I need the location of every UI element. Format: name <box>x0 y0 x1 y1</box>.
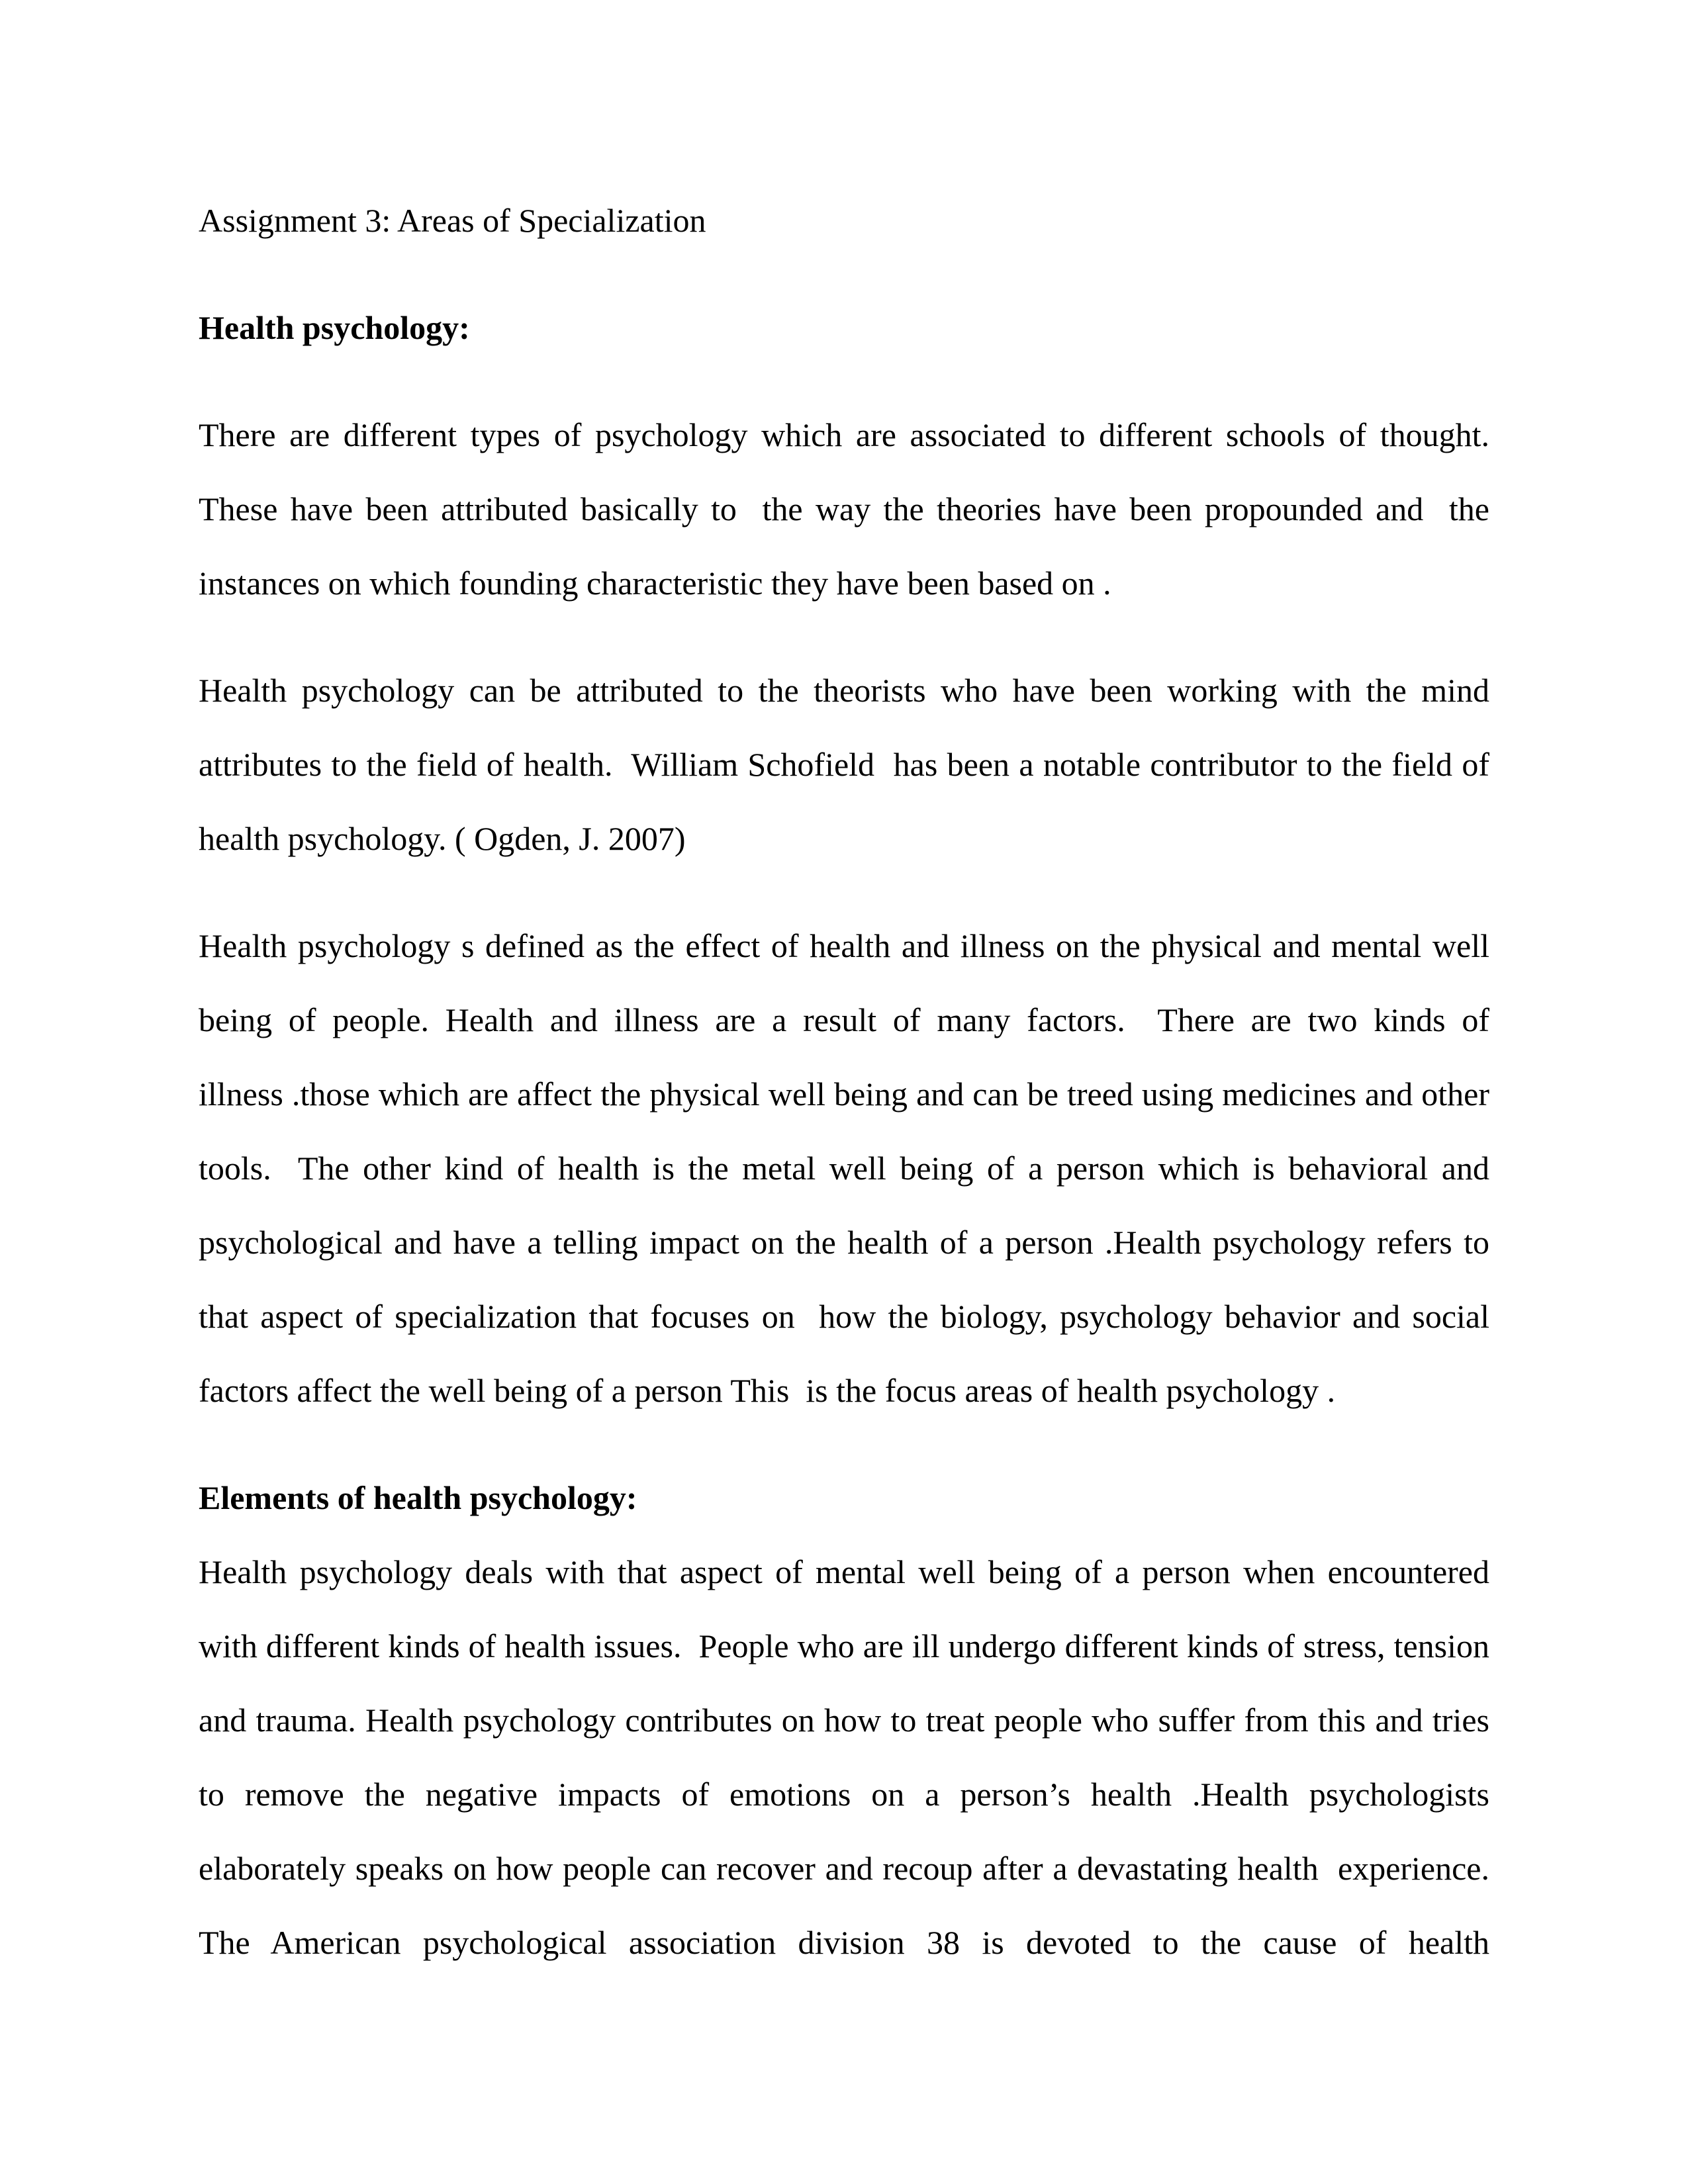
section-heading-elements: Elements of health psychology: <box>199 1479 637 1516</box>
paragraph-definition <box>199 909 1489 1428</box>
text-line: The American psychological association division 38 is devoted to the cause of health <box>199 1924 1489 1961</box>
paragraph-schools-of-thought <box>199 398 1489 620</box>
paragraph-elements <box>199 1535 1489 1979</box>
text-line: and trauma. Health psychology contributes on how to treat people who suffer from this and tries <box>199 1702 1489 1739</box>
text-line: that aspect of specialization that focuses on how the biology, psychology behavior and social <box>199 1298 1489 1335</box>
paragraph-theorists-attribution <box>199 653 1489 876</box>
text-line: with different kinds of health issues. People who are ill undergo different kinds of stress, tension <box>199 1627 1489 1664</box>
section-heading-health-psychology: Health psychology: <box>199 309 470 346</box>
text-line: health psychology. ( Ogden, J. 2007) <box>199 820 686 857</box>
text-line: Health psychology deals with that aspect of mental well being of a person when encountered <box>199 1553 1489 1590</box>
text-line: These have been attributed basically to the way the theories have been propounded and the <box>199 490 1489 527</box>
text-line: tools. The other kind of health is the metal well being of a person which is behavioral and <box>199 1150 1489 1187</box>
text-line: Health psychology s defined as the effect of health and illness on the physical and mental well <box>199 927 1489 964</box>
text-line: being of people. Health and illness are a result of many factors. There are two kinds of <box>199 1001 1489 1038</box>
assignment-title: Assignment 3: Areas of Specialization <box>199 202 706 239</box>
text-line: instances on which founding characteristic they have been based on . <box>199 565 1111 602</box>
text-line: to remove the negative impacts of emotions on a person’s health .Health psychologists <box>199 1776 1489 1813</box>
text-line: There are different types of psychology which are associated to different schools of thought. <box>199 416 1489 453</box>
text-line: factors affect the well being of a person This is the focus areas of health psychology . <box>199 1372 1336 1409</box>
text-line: attributes to the field of health. William Schofield has been a notable contributor to the field of <box>199 746 1489 783</box>
text-line: illness .those which are affect the physical well being and can be treed using medicines and other <box>199 1075 1489 1113</box>
text-line: elaborately speaks on how people can recover and recoup after a devastating health experience. <box>199 1850 1489 1887</box>
text-line: Health psychology can be attributed to the theorists who have been working with the mind <box>199 672 1489 709</box>
text-line: psychological and have a telling impact on the health of a person .Health psychology refers to <box>199 1224 1489 1261</box>
